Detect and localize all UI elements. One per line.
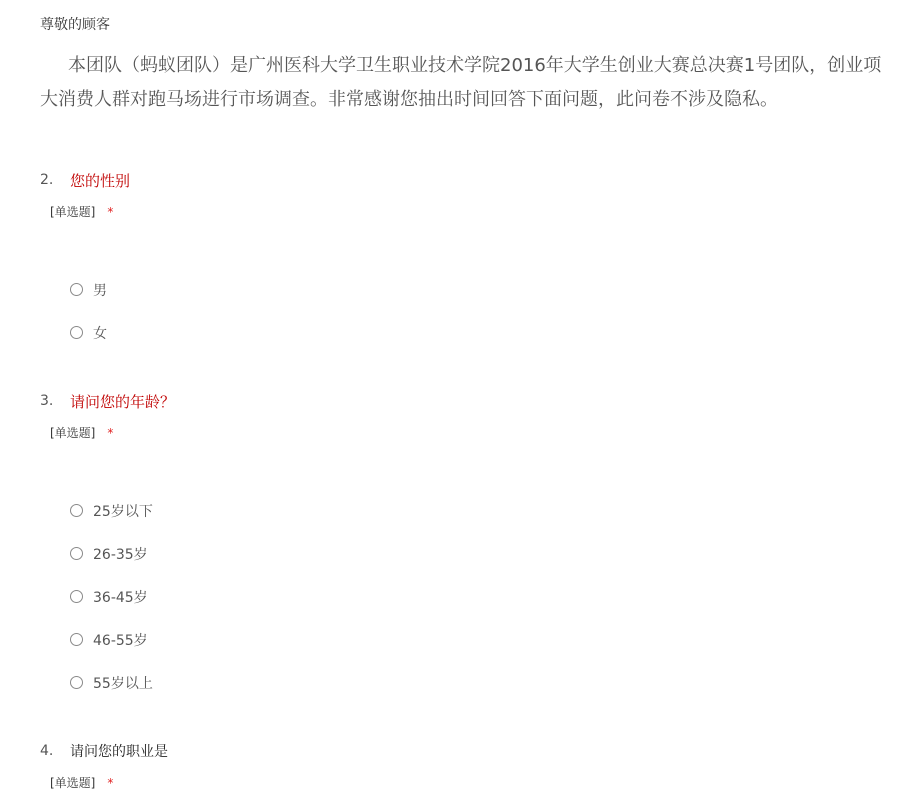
option-label: 男 bbox=[93, 282, 107, 299]
question-type bbox=[50, 423, 860, 443]
question-type-label: [单选题] bbox=[50, 776, 96, 790]
greeting-text: 尊敬的顾客 bbox=[40, 17, 110, 33]
option-label: 女 bbox=[93, 325, 107, 342]
option-age-under-25[interactable] bbox=[70, 489, 860, 532]
option-label: 46-55岁 bbox=[93, 632, 148, 649]
question-number: 2. bbox=[40, 172, 54, 188]
question-occupation bbox=[40, 739, 860, 793]
question-type-label: [单选题] bbox=[50, 426, 96, 440]
question-title: 请问您的年龄？ bbox=[70, 392, 176, 411]
option-label: 25岁以下 bbox=[93, 503, 153, 520]
option-label: 36-45岁 bbox=[93, 589, 148, 606]
radio-button[interactable] bbox=[70, 547, 83, 560]
option-age-over-55[interactable] bbox=[70, 661, 860, 704]
question-header bbox=[40, 389, 860, 413]
radio-button[interactable] bbox=[70, 590, 83, 603]
question-header bbox=[40, 168, 860, 192]
radio-button[interactable] bbox=[70, 676, 83, 689]
option-male[interactable] bbox=[70, 268, 860, 311]
question-type bbox=[50, 202, 860, 222]
option-age-46-55[interactable] bbox=[70, 618, 860, 661]
option-female[interactable] bbox=[70, 311, 860, 354]
question-type-label: [单选题] bbox=[50, 205, 96, 219]
required-marker: * bbox=[107, 426, 114, 440]
question-type bbox=[50, 773, 860, 793]
question-header bbox=[40, 739, 860, 763]
radio-button[interactable] bbox=[70, 326, 83, 339]
intro-paragraph-line-2: 大消费人群对跑马场进行市场调查。非常感谢您抽出时间回答下面问题，此问卷不涉及隐私。 bbox=[40, 89, 778, 110]
survey-intro bbox=[40, 14, 900, 117]
question-gender bbox=[40, 168, 860, 354]
question-number: 3. bbox=[40, 393, 54, 409]
question-title: 请问您的职业是 bbox=[70, 744, 168, 760]
radio-button[interactable] bbox=[70, 504, 83, 517]
required-marker: * bbox=[107, 776, 114, 790]
option-age-26-35[interactable] bbox=[70, 532, 860, 575]
question-age bbox=[40, 389, 860, 704]
radio-button[interactable] bbox=[70, 283, 83, 296]
question-title: 您的性别 bbox=[70, 171, 131, 190]
option-label: 26-35岁 bbox=[93, 546, 148, 563]
question-number: 4. bbox=[40, 743, 54, 759]
required-marker: * bbox=[107, 205, 114, 219]
option-age-36-45[interactable] bbox=[70, 575, 860, 618]
intro-paragraph-line-1: 本团队（蚂蚁团队）是广州医科大学卫生职业技术学院2016年大学生创业大赛总决赛1号团队，创业项 bbox=[68, 55, 882, 76]
radio-button[interactable] bbox=[70, 633, 83, 646]
option-list bbox=[70, 268, 860, 354]
option-list bbox=[70, 489, 860, 704]
option-label: 55岁以上 bbox=[93, 675, 153, 692]
